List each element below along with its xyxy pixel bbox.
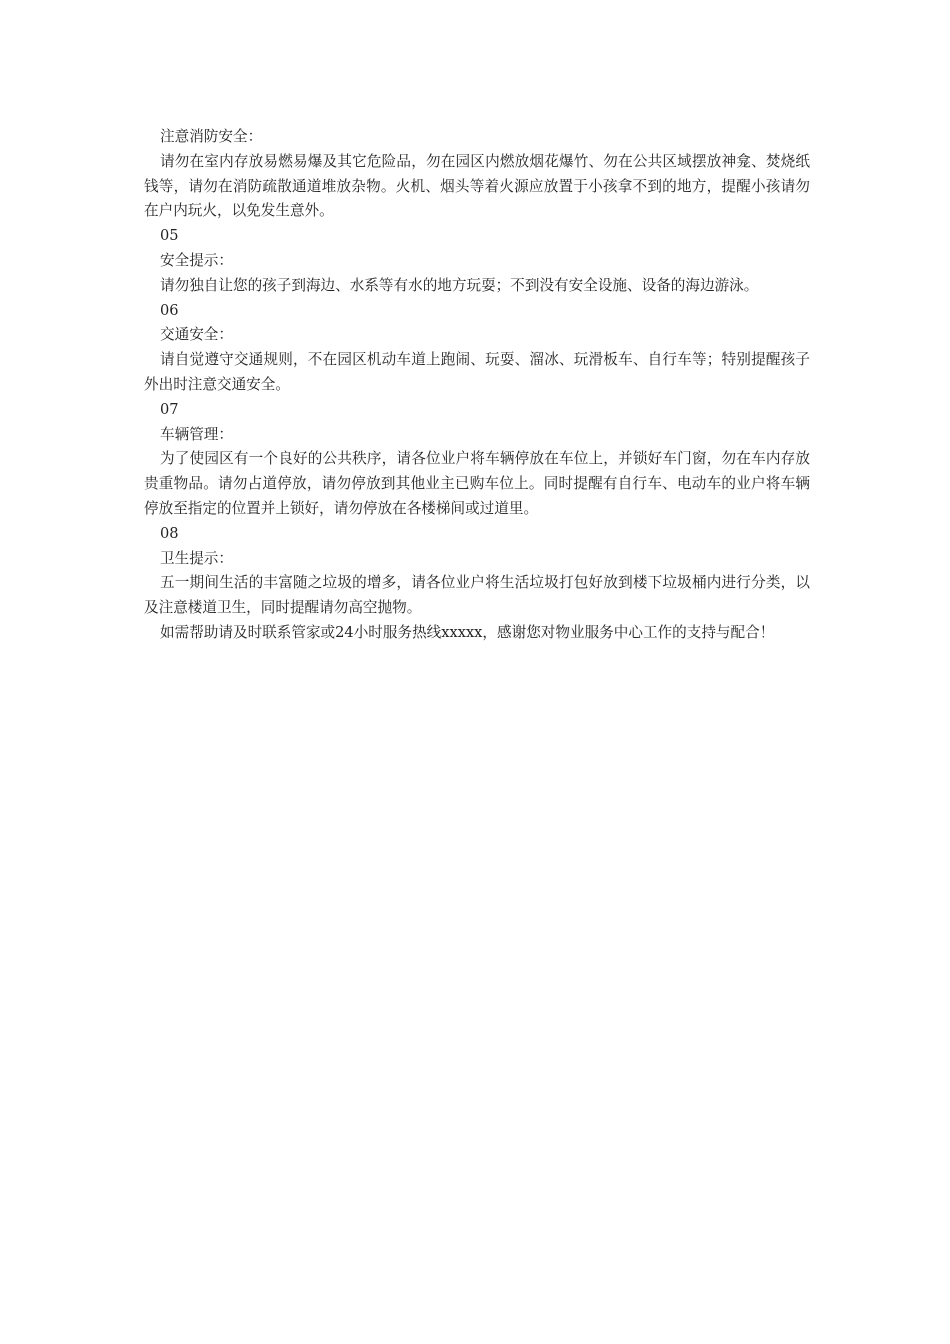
vehicle-management-text: 为了使园区有一个良好的公共秩序，请各位业户将车辆停放在车位上，并锁好车门窗，勿在车内存放贵重物品。请勿占道停放，请勿停放到其他业主已购车位上。同时提醒有自行车、电动车的业户将车辆停放至指定的位置并上锁好，请勿停放在各楼梯间或过道里。	[144, 450, 810, 517]
fire-safety-text: 请勿在室内存放易燃易爆及其它危险品，勿在园区内燃放烟花爆竹、勿在公共区域摆放神龛、焚烧纸钱等，请勿在消防疏散通道堆放杂物。火机、烟头等着火源应放置于小孩拿不到的地方，提醒小孩请勿在户内玩火，以免发生意外。	[144, 152, 810, 220]
document-body	[144, 125, 810, 646]
hygiene-tips-text: 五一期间生活的丰富随之垃圾的增多，请各位业户将生活垃圾打包好放到楼下垃圾桶内进行分类，以及注意楼道卫生，同时提醒请勿高空抛物。	[144, 574, 810, 617]
section-number-07: 07	[160, 400, 179, 418]
section-number-05: 05	[160, 227, 179, 245]
fire-safety-heading: 注意消防安全：	[160, 128, 263, 145]
section-number-08: 08	[160, 524, 179, 542]
safety-tips-heading: 安全提示：	[160, 251, 233, 269]
safety-tips-text: 请勿独自让您的孩子到海边、水系等有水的地方玩耍；不到没有安全设施、设备的海边游泳。	[160, 276, 759, 294]
closing-contact-text: 如需帮助请及时联系管家或24小时服务热线xxxxx，感谢您对物业服务中心工作的支持与配合！	[160, 623, 775, 641]
section-number-06: 06	[160, 301, 179, 319]
vehicle-management-heading: 车辆管理：	[160, 425, 233, 443]
traffic-safety-heading: 交通安全：	[160, 326, 233, 344]
traffic-safety-text: 请自觉遵守交通规则，不在园区机动车道上跑闹、玩耍、溜冰、玩滑板车、自行车等；特别提醒孩子外出时注意交通安全。	[144, 351, 810, 393]
hygiene-tips-heading: 卫生提示：	[160, 549, 233, 567]
